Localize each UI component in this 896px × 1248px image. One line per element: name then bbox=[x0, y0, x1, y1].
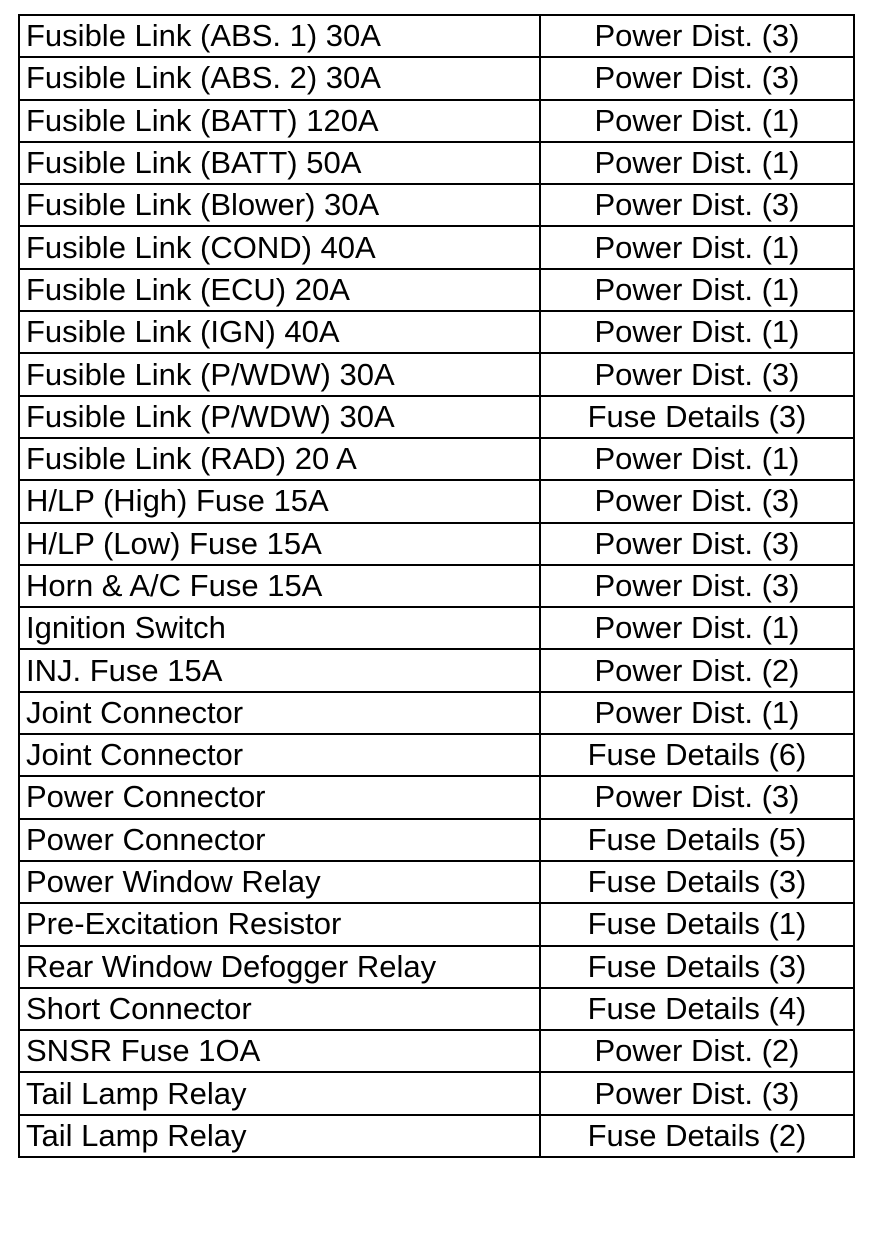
location-cell: Power Dist. (3) bbox=[540, 15, 854, 57]
location-cell: Fuse Details (2) bbox=[540, 1115, 854, 1157]
table-row bbox=[19, 396, 854, 438]
table-row bbox=[19, 269, 854, 311]
component-cell: Fusible Link (IGN) 40A bbox=[19, 311, 540, 353]
table-row bbox=[19, 692, 854, 734]
component-cell: Fusible Link (ABS. 2) 30A bbox=[19, 57, 540, 99]
location-cell: Power Dist. (3) bbox=[540, 523, 854, 565]
table-row bbox=[19, 100, 854, 142]
component-location-table bbox=[18, 14, 855, 1158]
location-cell: Power Dist. (1) bbox=[540, 269, 854, 311]
component-cell: H/LP (Low) Fuse 15A bbox=[19, 523, 540, 565]
location-cell: Power Dist. (3) bbox=[540, 565, 854, 607]
location-cell: Power Dist. (3) bbox=[540, 57, 854, 99]
table-row bbox=[19, 353, 854, 395]
location-cell: Power Dist. (3) bbox=[540, 184, 854, 226]
location-cell: Fuse Details (6) bbox=[540, 734, 854, 776]
table-row bbox=[19, 1115, 854, 1157]
location-cell: Power Dist. (1) bbox=[540, 142, 854, 184]
table-row bbox=[19, 903, 854, 945]
table-row bbox=[19, 988, 854, 1030]
location-cell: Power Dist. (3) bbox=[540, 776, 854, 818]
location-cell: Power Dist. (3) bbox=[540, 480, 854, 522]
component-cell: H/LP (High) Fuse 15A bbox=[19, 480, 540, 522]
component-cell: Fusible Link (RAD) 20 A bbox=[19, 438, 540, 480]
location-cell: Fuse Details (5) bbox=[540, 819, 854, 861]
location-cell: Fuse Details (3) bbox=[540, 396, 854, 438]
table-row bbox=[19, 184, 854, 226]
location-cell: Fuse Details (1) bbox=[540, 903, 854, 945]
location-cell: Power Dist. (1) bbox=[540, 607, 854, 649]
table-row bbox=[19, 861, 854, 903]
component-cell: Tail Lamp Relay bbox=[19, 1072, 540, 1114]
table-row bbox=[19, 311, 854, 353]
component-cell: Short Connector bbox=[19, 988, 540, 1030]
table-body bbox=[19, 15, 854, 1157]
component-cell: Pre-Excitation Resistor bbox=[19, 903, 540, 945]
location-cell: Power Dist. (1) bbox=[540, 311, 854, 353]
table-row bbox=[19, 776, 854, 818]
location-cell: Power Dist. (1) bbox=[540, 692, 854, 734]
component-cell: Ignition Switch bbox=[19, 607, 540, 649]
component-cell: Joint Connector bbox=[19, 734, 540, 776]
location-cell: Power Dist. (1) bbox=[540, 226, 854, 268]
table-row bbox=[19, 1072, 854, 1114]
table-row bbox=[19, 15, 854, 57]
component-cell: Fusible Link (BATT) 120A bbox=[19, 100, 540, 142]
location-cell: Fuse Details (3) bbox=[540, 946, 854, 988]
component-cell: SNSR Fuse 1OA bbox=[19, 1030, 540, 1072]
table-row bbox=[19, 734, 854, 776]
table-row bbox=[19, 1030, 854, 1072]
component-cell: Fusible Link (ECU) 20A bbox=[19, 269, 540, 311]
component-cell: Rear Window Defogger Relay bbox=[19, 946, 540, 988]
table-row bbox=[19, 226, 854, 268]
location-cell: Power Dist. (2) bbox=[540, 1030, 854, 1072]
table-row bbox=[19, 57, 854, 99]
table-row bbox=[19, 649, 854, 691]
component-cell: Fusible Link (BATT) 50A bbox=[19, 142, 540, 184]
component-cell: Power Connector bbox=[19, 776, 540, 818]
location-cell: Power Dist. (2) bbox=[540, 649, 854, 691]
table-row bbox=[19, 607, 854, 649]
component-cell: Power Window Relay bbox=[19, 861, 540, 903]
location-cell: Power Dist. (1) bbox=[540, 438, 854, 480]
location-cell: Power Dist. (3) bbox=[540, 353, 854, 395]
component-cell: Fusible Link (COND) 40A bbox=[19, 226, 540, 268]
table-row bbox=[19, 523, 854, 565]
component-cell: Fusible Link (P/WDW) 30A bbox=[19, 396, 540, 438]
table-row bbox=[19, 438, 854, 480]
component-cell: Horn & A/C Fuse 15A bbox=[19, 565, 540, 607]
table-row bbox=[19, 142, 854, 184]
component-cell: Joint Connector bbox=[19, 692, 540, 734]
location-cell: Fuse Details (3) bbox=[540, 861, 854, 903]
component-cell: Fusible Link (Blower) 30A bbox=[19, 184, 540, 226]
component-cell: Tail Lamp Relay bbox=[19, 1115, 540, 1157]
component-cell: Fusible Link (ABS. 1) 30A bbox=[19, 15, 540, 57]
table-row bbox=[19, 819, 854, 861]
table-row bbox=[19, 565, 854, 607]
table-row bbox=[19, 946, 854, 988]
component-cell: INJ. Fuse 15A bbox=[19, 649, 540, 691]
location-cell: Power Dist. (3) bbox=[540, 1072, 854, 1114]
component-cell: Power Connector bbox=[19, 819, 540, 861]
table-row bbox=[19, 480, 854, 522]
location-cell: Power Dist. (1) bbox=[540, 100, 854, 142]
location-cell: Fuse Details (4) bbox=[540, 988, 854, 1030]
component-cell: Fusible Link (P/WDW) 30A bbox=[19, 353, 540, 395]
